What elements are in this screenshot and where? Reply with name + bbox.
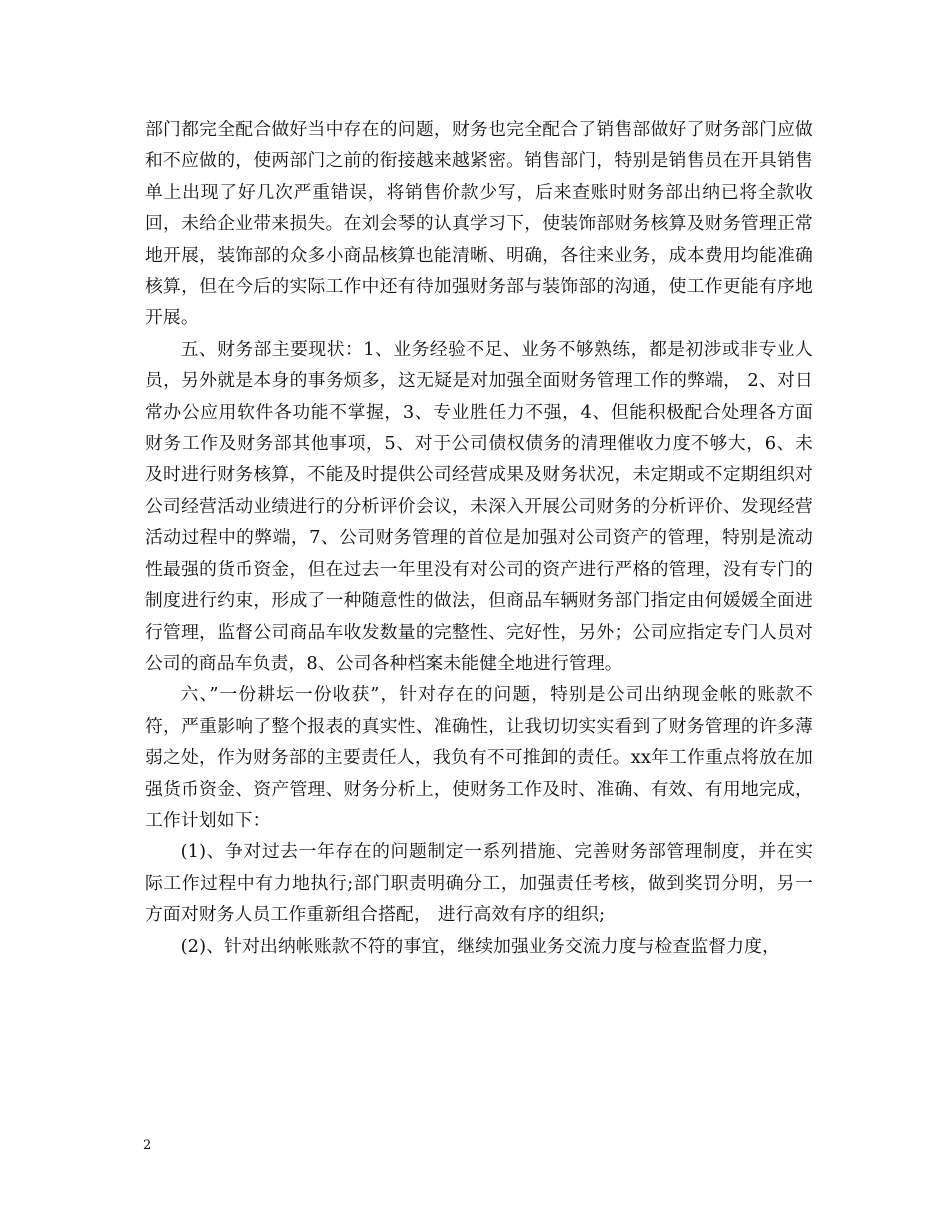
document-body [145,114,813,962]
paragraph-plan-item-1: (1)、争对过去一年存在的问题制定一系列措施、完善财务部管理制度，并在实际工作过程中有力地执行;部门职责明确分工，加强责任考核，做到奖罚分明，另一方面对财务人员工作重新组合搭配， 进行高效有序的组织; [145,841,813,926]
page-number: 2 [143,1138,152,1153]
paragraph-continuation: 部门都完全配合做好当中存在的问题，财务也完全配合了销售部做好了财务部门应做和不应做的，使两部门之前的衔接越来越紧密。销售部门，特别是销售员在开具销售单上出现了好几次严重错误，将销售价款少写，后来查账时财务部出纳已将全款收回，未给企业带来损失。在刘会琴的认真学习下，使装饰部财务核算及财务管理正常地开展，装饰部的众多小商品核算也能清晰、明确，各往来业务，成本费用均能准确核算，但在今后的实际工作中还有待加强财务部与装饰部的沟通，使工作更能有序地开展。 [145,119,813,329]
paragraph-section-five: 五、财务部主要现状：1、业务经验不足、业务不够熟练，都是初涉或非专业人员，另外就是本身的事务烦多，这无疑是对加强全面财务管理工作的弊端， 2、对日常办公应用软件各功能不掌握，3、专业胜任力不强，4、但能积极配合处理各方面财务工作及财务部其他事项，5、对于公司债权债务的清理催收力度不够大，6、未及时进行财务核算，不能及时提供公司经营成果及财务状况，未定期或不定期组织对公司经营活动业绩进行的分析评价会议，未深入开展公司财务的分析评价、发现经营活动过程中的弊端，7、公司财务管理的首位是加强对公司资产的管理，特别是流动性最强的货币资金，但在过去一年里没有对公司的资产进行严格的管理，没有专门的制度进行约束，形成了一种随意性的做法，但商品车辆财务部门指定由何媛媛全面进行管理，监督公司商品车收发数量的完整性、完好性，另外；公司应指定专门人员对公司的商品车负责，8、公司各种档案未能健全地进行管理。 [145,338,813,674]
paragraph-plan-item-2: (2)、针对出纳帐账款不符的事宜，继续加强业务交流力度与检查监督力度， [180,935,781,957]
paragraph-section-six: 六、”一份耕坛一份收获”，针对存在的问题，特别是公司出纳现金帐的账款不符，严重影响了整个报表的真实性、准确性，让我切切实实看到了财务管理的许多薄弱之处，作为财务部的主要责任人，我负有不可推卸的责任。xx年工作重点将放在加强货币资金、资产管理、财务分析上，使财务工作及时、准确、有效、有用地完成，工作计划如下： [145,684,813,831]
